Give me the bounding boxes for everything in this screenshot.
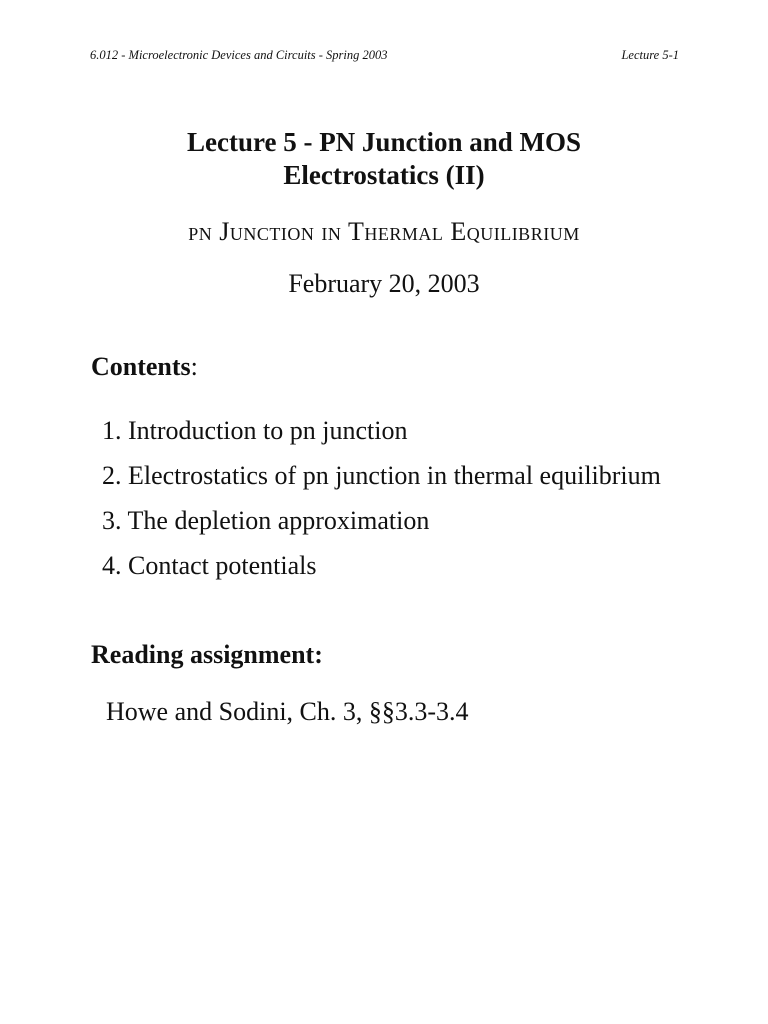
contents-item: 4. Contact potentials <box>102 551 317 580</box>
lecture-title-line-1: Lecture 5 - PN Junction and MOS <box>186 127 581 157</box>
contents-item: 1. Introduction to pn junction <box>102 416 408 445</box>
contents-item: 3. The depletion approximation <box>102 506 430 535</box>
running-header-page-label: Lecture 5-1 <box>621 48 679 62</box>
lecture-subtitle: pn Junction in Thermal Equilibrium <box>188 217 580 246</box>
contents-heading-label: Contents <box>91 352 191 381</box>
contents-item: 2. Electrostatics of pn junction in thermal equilibrium <box>102 461 661 490</box>
lecture-title-line-2: Electrostatics (II) <box>283 160 485 190</box>
reading-assignment-heading: Reading assignment: <box>91 640 323 669</box>
lecture-date: February 20, 2003 <box>288 269 480 298</box>
running-header-course: 6.012 - Microelectronic Devices and Circuits - Spring 2003 <box>90 48 388 62</box>
contents-heading <box>91 352 198 382</box>
reading-assignment-text: Howe and Sodini, Ch. 3, §§3.3-3.4 <box>106 697 469 726</box>
contents-heading-colon: : <box>190 352 198 381</box>
lecture-title <box>0 126 768 192</box>
contents-list <box>102 414 661 594</box>
